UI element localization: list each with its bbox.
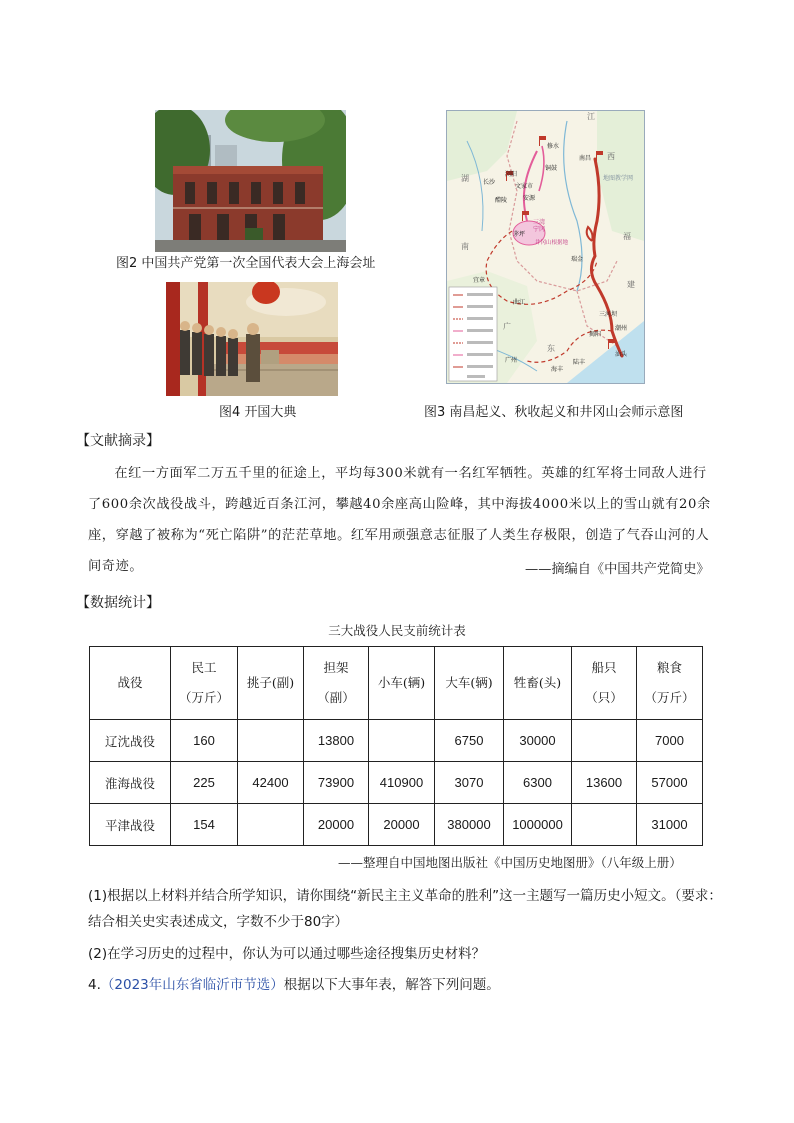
table-cell: 42400	[238, 762, 304, 804]
excerpt-body: 在红一方面军二万五千里的征途上，平均每300米就有一名红军牺牲。英雄的红军将士同敌人进行了600余次战役战斗，跨越近百条江河，攀越40余座高山险峰，其中海拔4000米以上的雪山就有20余座，穿越了被称为“死亡陷阱”的茫茫草地。红军用顽强意志征服了人类生存极限，创造了气吞山河的人间奇迹。	[88, 466, 711, 574]
excerpt-source: ——摘编自《中国共产党简史》	[525, 562, 710, 577]
map-label-liling: 醴陵	[495, 197, 508, 204]
table-cell	[572, 720, 637, 762]
map-label-sanwan: 三湾	[533, 219, 546, 226]
question-4-number: 4.	[88, 977, 101, 993]
map-label-yizhang: 宜章	[473, 277, 486, 284]
question-4-source: （2023年山东省临沂市节选）	[100, 977, 284, 993]
map-region-dong: 东	[547, 344, 555, 353]
excerpt-heading: 【文献摘录】	[76, 433, 160, 449]
map-label-qujiang: 曲江	[513, 299, 526, 306]
table-cell: 154	[171, 804, 238, 846]
header-cell: 小车(辆)	[369, 647, 435, 720]
map-region-xi: 西	[607, 152, 615, 161]
map-label-anyuan: 安源	[523, 195, 536, 202]
map-label-liuyang: 浏阳	[505, 171, 518, 178]
stats-heading: 【数据统计】	[76, 595, 160, 611]
table-cell: 31000	[637, 804, 703, 846]
table-cell: 6750	[435, 720, 504, 762]
table-cell: 13800	[304, 720, 369, 762]
table-header-row	[90, 647, 703, 720]
table-cell: 3070	[435, 762, 504, 804]
table-cell	[238, 720, 304, 762]
question-4	[88, 972, 728, 998]
table-cell: 160	[171, 720, 238, 762]
table-row	[90, 720, 703, 762]
table-cell	[369, 720, 435, 762]
table-cell	[572, 804, 637, 846]
header-cell: 船只 （只）	[572, 647, 637, 720]
map-region-fu: 福	[623, 232, 631, 241]
map-label-tonggu: 铜鼓	[545, 165, 558, 172]
map-label-wenjiashi: 文家市	[515, 183, 534, 190]
header-cell: 挑子(副)	[238, 647, 304, 720]
table-row	[90, 804, 703, 846]
header-cell: 大车(辆)	[435, 647, 504, 720]
table-cell: 1000000	[504, 804, 572, 846]
stats-table	[89, 646, 703, 846]
question-1: (1)根据以上材料并结合所学知识，请你围绕“新民主主义革命的胜利”这一主题写一篇历史小短文。（要求：结合相关史实表述成文，字数不少于80字）	[88, 888, 722, 930]
map-label-guangzhou: 广州	[505, 357, 518, 364]
header-cell: 战役	[90, 647, 171, 720]
table-cell: 73900	[304, 762, 369, 804]
map-label-changsha: 长沙	[483, 179, 496, 186]
photo-founding-ceremony	[166, 282, 338, 396]
map-label-xiushui: 修水	[547, 143, 560, 150]
map-region-guang: 广	[503, 322, 511, 331]
uprising-route-map	[446, 110, 645, 384]
table-cell: 57000	[637, 762, 703, 804]
table-cell: 30000	[504, 720, 572, 762]
table-cell: 辽沈战役	[90, 720, 171, 762]
table-cell: 380000	[435, 804, 504, 846]
table-row	[90, 762, 703, 804]
header-cell: 担架 （副）	[304, 647, 369, 720]
table-cell: 13600	[572, 762, 637, 804]
map-watermark: 地图教学网	[603, 175, 634, 182]
table-cell: 淮海战役	[90, 762, 171, 804]
stats-table-title: 三大战役人民支前统计表	[328, 623, 466, 638]
map-label-ninggang: 宁冈	[533, 226, 546, 233]
header-cell: 牲畜(头)	[504, 647, 572, 720]
map-label-lufeng: 陆丰	[573, 359, 586, 366]
map-label-jieyang: 揭阳	[589, 331, 602, 338]
map-label-jinggangshan: 井冈山根据地	[535, 240, 569, 246]
table-cell: 20000	[304, 804, 369, 846]
table-cell: 平津战役	[90, 804, 171, 846]
map-label-maoping: 茅坪	[513, 231, 526, 238]
question-2: (2)在学习历史的过程中，你认为可以通过哪些途径搜集历史材料？	[88, 946, 486, 962]
map-label-chaozhou: 潮州	[615, 325, 628, 332]
map-label-shantou: 汕头	[615, 351, 628, 358]
map-region-jiang: 江	[587, 112, 595, 121]
table-cell: 6300	[504, 762, 572, 804]
header-cell: 粮食 （万斤）	[637, 647, 703, 720]
map-region-jian: 建	[627, 280, 635, 289]
photo-first-congress-site	[155, 110, 346, 252]
table-cell	[238, 804, 304, 846]
stats-source: ——整理自中国地图出版社《中国历史地图册》（八年级上册）	[338, 855, 682, 870]
figure-3-caption: 图3 南昌起义、秋收起义和井冈山会师示意图	[424, 405, 684, 420]
map-label-ruijin: 瑞金	[571, 256, 584, 263]
table-cell: 20000	[369, 804, 435, 846]
map-label-sanheba: 三河坝	[599, 311, 618, 318]
map-region-hu: 湖	[461, 174, 469, 183]
map-label-nanchang: 南昌	[579, 155, 592, 162]
map-label-haifeng: 海丰	[551, 366, 564, 373]
table-cell: 225	[171, 762, 238, 804]
header-cell: 民工 （万斤）	[171, 647, 238, 720]
figure-4-caption: 图4 开国大典	[219, 405, 297, 420]
map-region-nan: 南	[461, 242, 469, 251]
table-cell: 410900	[369, 762, 435, 804]
figure-2-caption: 图2 中国共产党第一次全国代表大会上海会址	[116, 256, 376, 271]
table-cell: 7000	[637, 720, 703, 762]
question-4-text: 根据以下大事年表，解答下列问题。	[283, 977, 500, 993]
